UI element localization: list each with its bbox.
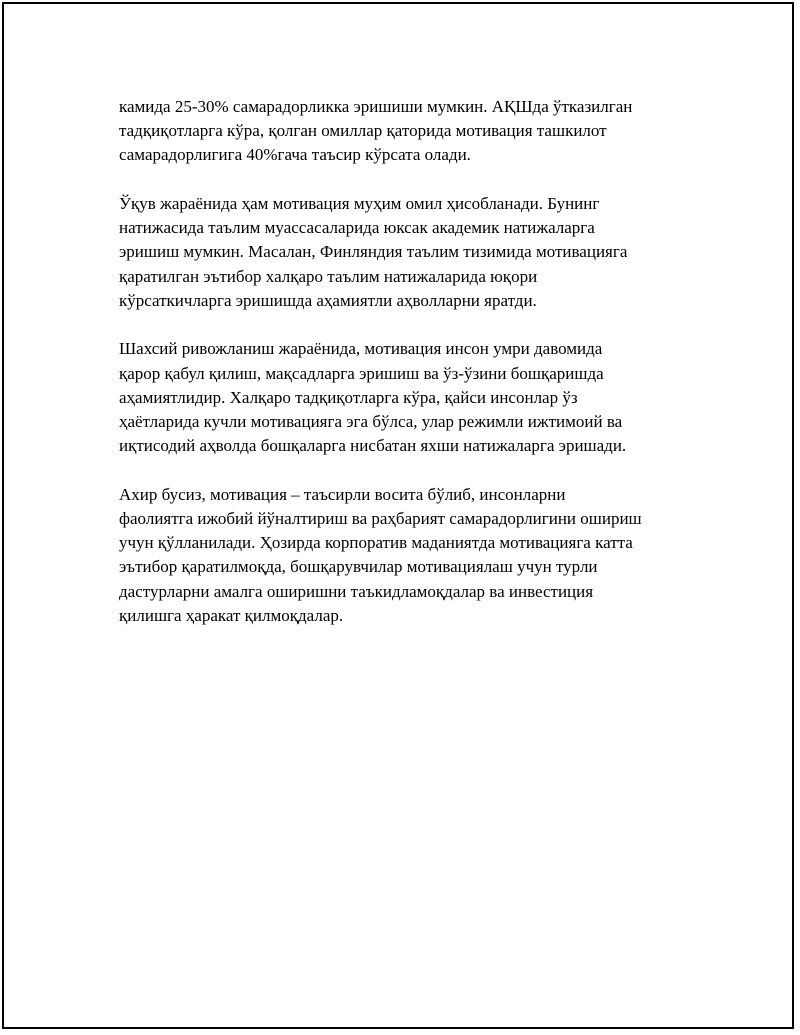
- text-line: натижасида таълим муассасаларида юксак академик натижаларга: [119, 218, 595, 238]
- text-line: Ўқув жараёнида ҳам мотивация муҳим омил ҳисобланади. Бунинг: [119, 194, 600, 213]
- paragraph-2: [119, 192, 709, 313]
- text-line: кўрсаткичларга эришишда аҳамиятли аҳволларни яратди.: [119, 290, 537, 310]
- text-line: иқтисодий аҳволда бошқаларга нисбатан яхши натижаларга эришади.: [119, 436, 627, 456]
- text-line: фаолиятга ижобий йўналтириш ва раҳбарият самарадорлигини ошириш: [119, 509, 642, 529]
- text-line: учун қўлланилади. Ҳозирда корпоратив маданиятда мотивацияга катта: [119, 533, 633, 553]
- text-line: тадқиқотларга кўра, қолган омиллар қаторида мотивация ташкилот: [119, 121, 607, 141]
- text-line: Шахсий ривожланиш жараёнида, мотивация инсон умри давомида: [119, 339, 603, 359]
- text-line: ҳаётларида кучли мотивацияга эга бўлса, улар режимли ижтимоий ва: [119, 412, 623, 432]
- paragraph-4: [119, 483, 709, 628]
- text-line: қилишга ҳаракат қилмоқдалар.: [119, 605, 344, 625]
- text-line: аҳамиятлидир. Халқаро тадқиқотларга кўра, қайси инсонлар ўз: [119, 387, 578, 407]
- text-line: қарор қабул қилиш, мақсадларга эришиш ва ўз-ўзини бошқаришда: [119, 363, 604, 383]
- document-body: [119, 95, 709, 652]
- document-page: [2, 2, 794, 1029]
- paragraph-3: [119, 337, 709, 458]
- text-line: дастурларни амалга оширишни таъкидламоқдалар ва инвестиция: [119, 581, 594, 601]
- text-line: қаратилган эътибор халқаро таълим натижаларида юқори: [119, 266, 538, 286]
- text-line: эътибор қаратилмоқда, бошқарувчилар мотивациялаш учун турли: [119, 557, 598, 577]
- text-line: камида 25-30% самарадорликка эришиши мумкин. АҚШда ўтказилган: [119, 97, 633, 116]
- paragraph-1: [119, 95, 709, 168]
- text-line: эришиш мумкин. Масалан, Финляндия таълим тизимида мотивацияга: [119, 242, 628, 262]
- text-line: самарадорлигига 40%гача таъсир кўрсата олади.: [119, 145, 471, 165]
- text-line: Ахир бусиз, мотивация – таъсирли восита бўлиб, инсонларни: [119, 484, 566, 504]
